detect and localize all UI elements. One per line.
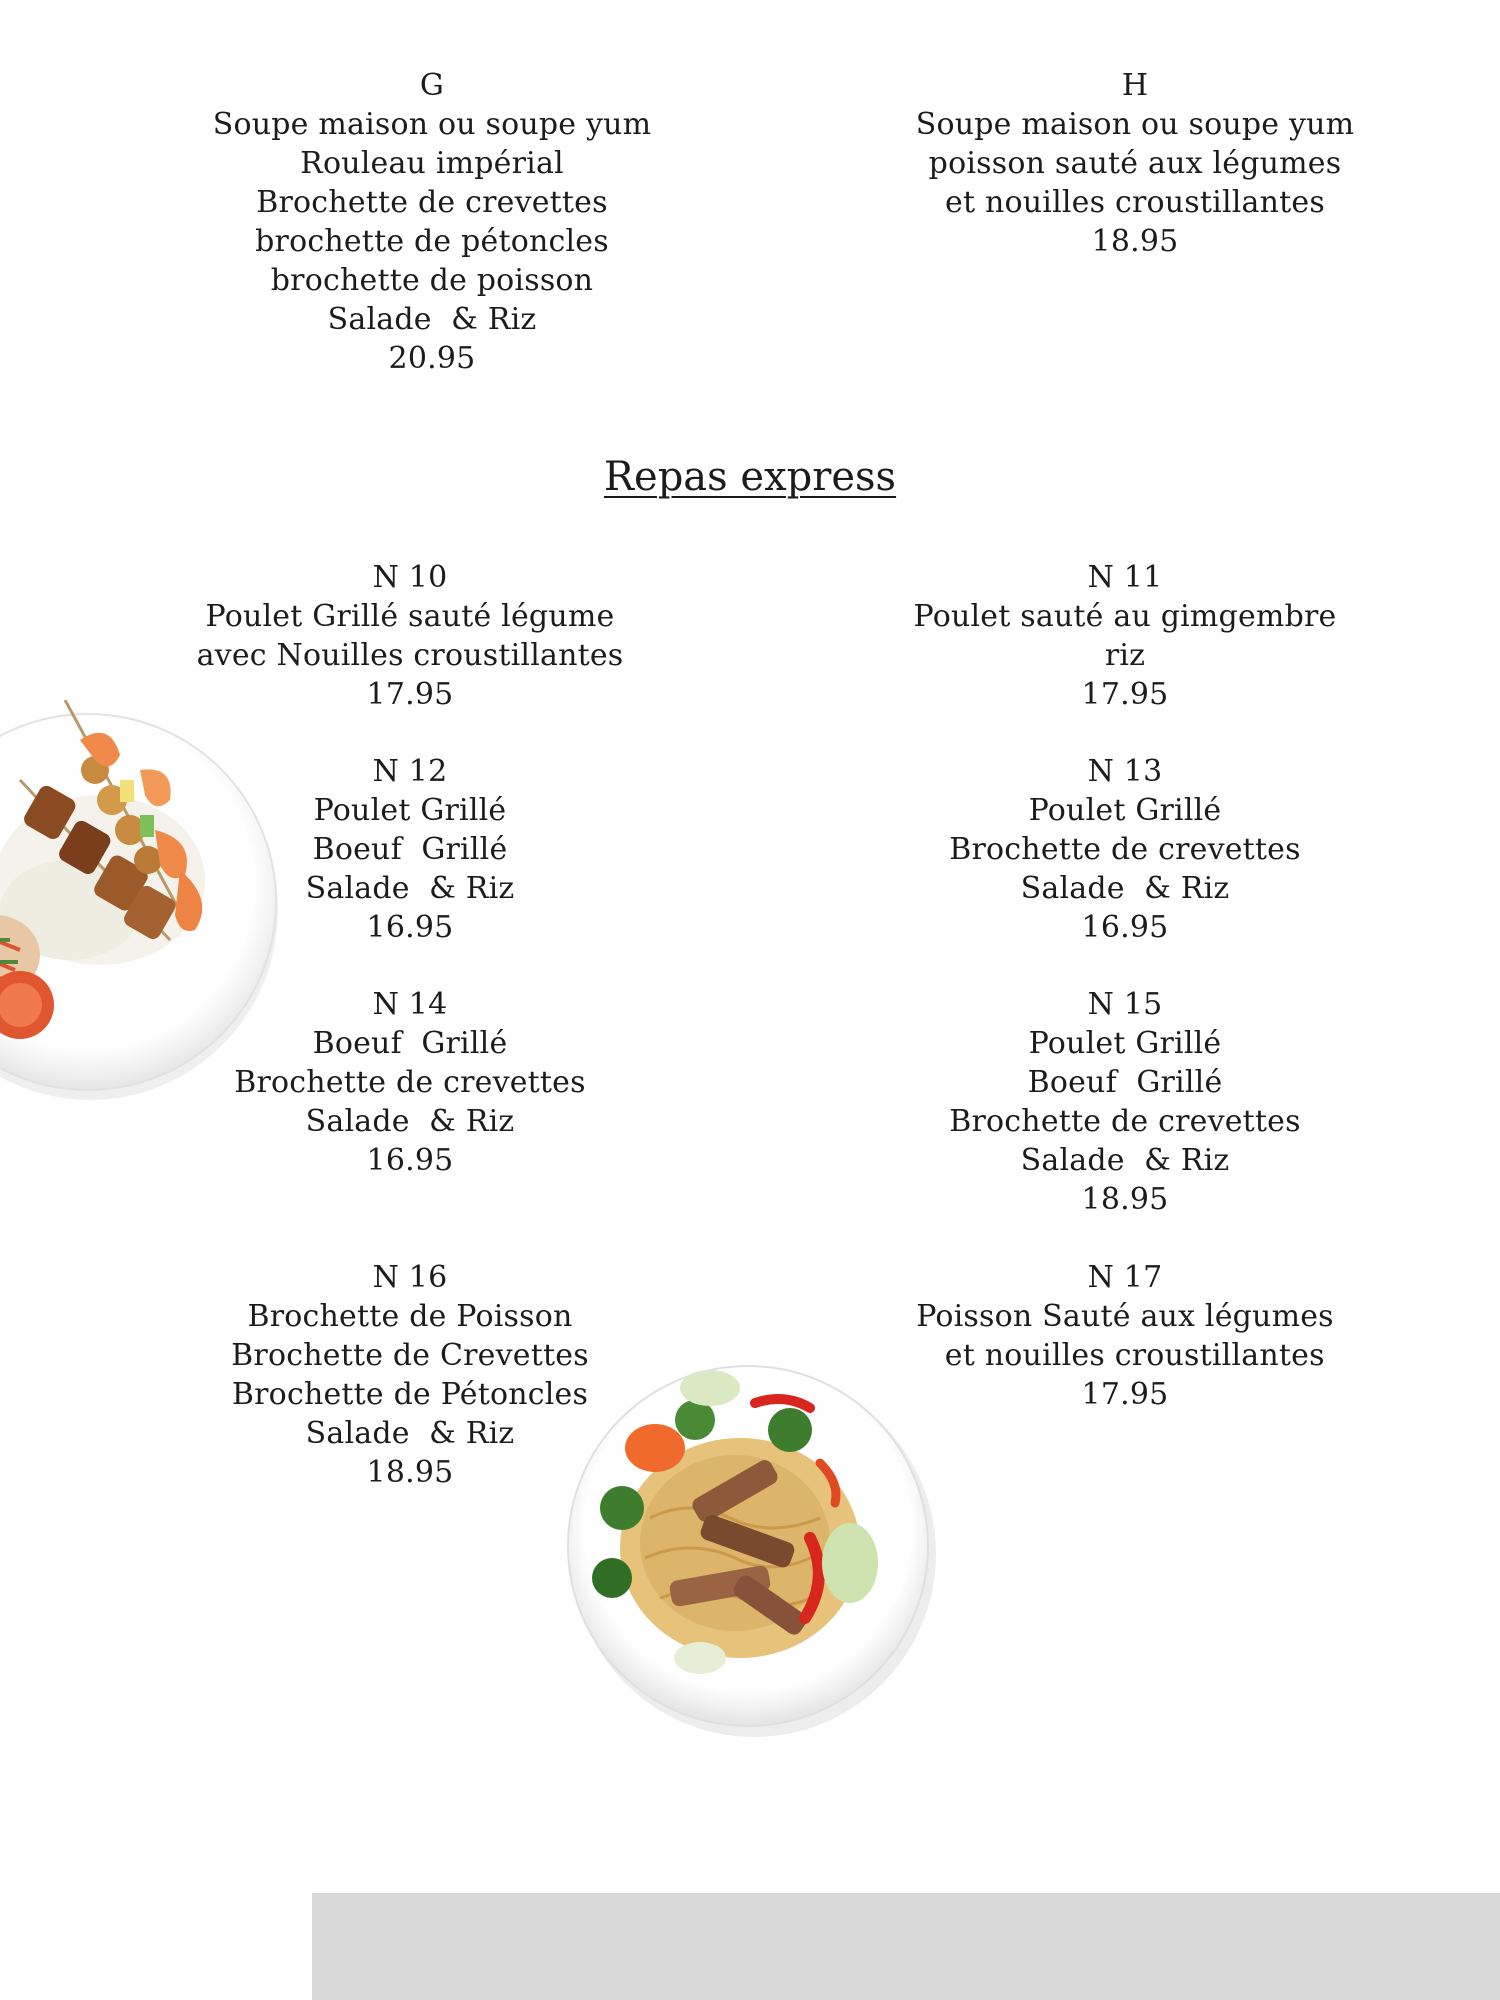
item-code: H: [1121, 68, 1149, 103]
item-code: N 10: [372, 560, 448, 595]
item-code: G: [419, 68, 445, 103]
menu-item-h: [835, 66, 1435, 261]
item-price: 18.95: [1091, 224, 1179, 259]
footer-band: [312, 1893, 1500, 2000]
item-code: N 12: [372, 754, 448, 789]
menu-item-n11: [825, 558, 1425, 714]
item-line: Brochette de Crevettes: [231, 1338, 589, 1373]
item-line: Boeuf Grillé: [312, 1026, 508, 1061]
item-line: Poulet Grillé: [1028, 1026, 1222, 1061]
item-code: N 17: [1087, 1260, 1163, 1295]
item-line: Salade & Riz: [1020, 871, 1230, 906]
item-line: Poisson Sauté aux légumes: [916, 1299, 1334, 1334]
item-line: poisson sauté aux légumes: [928, 146, 1342, 181]
item-line: Rouleau impérial: [300, 146, 564, 181]
item-line: riz: [1104, 638, 1146, 673]
item-price: 18.95: [366, 1455, 454, 1490]
item-price: 17.95: [366, 677, 454, 712]
menu-item-n14: [110, 985, 710, 1180]
item-line: Salade & Riz: [305, 1104, 515, 1139]
item-price: 17.95: [1081, 1377, 1169, 1412]
item-price: 18.95: [1081, 1182, 1169, 1217]
item-line: Brochette de crevettes: [234, 1065, 586, 1100]
item-line: Salade & Riz: [305, 871, 515, 906]
menu-item-g: [132, 66, 732, 378]
item-line: brochette de poisson: [270, 263, 594, 298]
item-line: Salade & Riz: [327, 302, 537, 337]
menu-item-n17: [825, 1258, 1425, 1414]
item-line: Poulet Grillé: [1028, 793, 1222, 828]
item-line: Poulet Grillé: [313, 793, 507, 828]
item-line: Brochette de crevettes: [949, 832, 1301, 867]
item-line: et nouilles croustillantes: [925, 1338, 1325, 1373]
item-line: Brochette de Poisson: [247, 1299, 573, 1334]
item-line: Brochette de Pétoncles: [231, 1377, 589, 1412]
item-price: 16.95: [366, 1143, 454, 1178]
menu-item-n10: [110, 558, 710, 714]
menu-item-n12: [110, 752, 710, 947]
item-code: N 16: [372, 1260, 448, 1295]
item-line: Poulet sauté au gimgembre: [913, 599, 1337, 634]
item-line: avec Nouilles croustillantes: [196, 638, 624, 673]
item-price: 17.95: [1081, 677, 1169, 712]
item-line: Brochette de crevettes: [256, 185, 608, 220]
item-line: brochette de pétoncles: [255, 224, 609, 259]
item-line: Soupe maison ou soupe yum: [212, 107, 652, 142]
item-line: Salade & Riz: [1020, 1143, 1230, 1178]
item-line: Soupe maison ou soupe yum: [915, 107, 1355, 142]
item-line: Poulet Grillé sauté légume: [205, 599, 615, 634]
item-line: et nouilles croustillantes: [945, 185, 1325, 220]
section-title: Repas express: [603, 454, 897, 500]
item-price: 16.95: [366, 910, 454, 945]
item-line: Brochette de crevettes: [949, 1104, 1301, 1139]
item-line: Salade & Riz: [305, 1416, 515, 1451]
item-price: 20.95: [388, 341, 476, 376]
item-code: N 13: [1087, 754, 1163, 789]
item-line: Boeuf Grillé: [312, 832, 508, 867]
menu-item-n13: [825, 752, 1425, 947]
menu-item-n16: [110, 1258, 710, 1492]
menu-item-n15: [825, 985, 1425, 1219]
item-line: Boeuf Grillé: [1027, 1065, 1223, 1100]
item-code: N 14: [372, 987, 448, 1022]
item-code: N 11: [1087, 560, 1163, 595]
item-code: N 15: [1087, 987, 1163, 1022]
item-price: 16.95: [1081, 910, 1169, 945]
